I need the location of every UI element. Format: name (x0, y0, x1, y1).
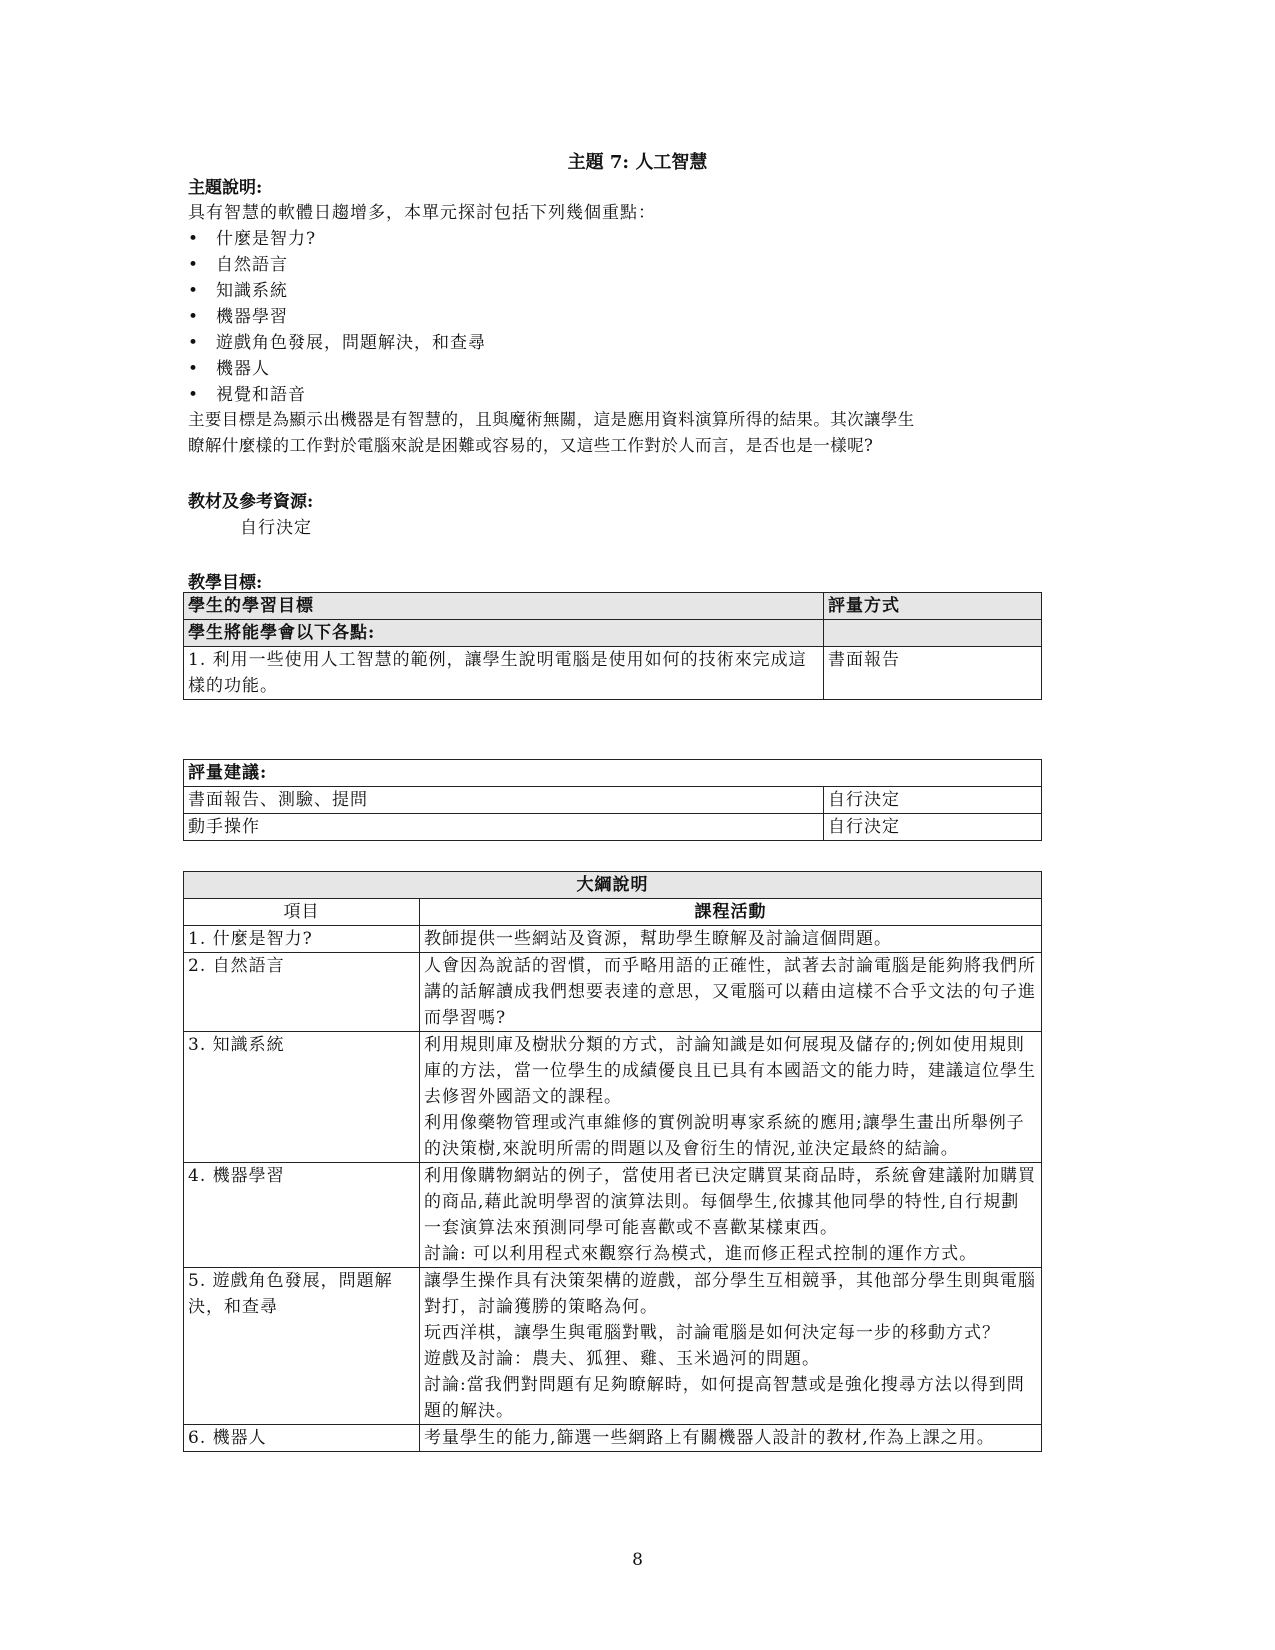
outline-activity (420, 1268, 1042, 1425)
description-intro: 具有智慧的軟體日趨增多，本單元探討包括下列幾個重點： (188, 203, 656, 223)
objectives-heading: 教學目標: (188, 573, 263, 593)
bullet-item: • 自然語言 (188, 255, 288, 275)
outline-activity (420, 1163, 1042, 1268)
activity-paragraph: 玩西洋棋，讓學生與電腦對戰，討論電腦是如何決定每一步的移動方式？ (424, 1323, 1000, 1343)
page-title: 主題 7: 人工智慧 (567, 152, 708, 173)
activity-paragraph: 討論: 可以利用程式來觀察行為模式，進而修正程式控制的運作方式。 (424, 1244, 978, 1264)
outline-activity: 考量學生的能力,篩選一些網路上有關機器人設計的教材,作為上課之用。 (420, 1425, 1042, 1452)
activity-paragraph: 利用像藥物管理或汽車維修的實例說明專家系統的應用;讓學生畫出所舉例子的決策樹,來說明所需的問題以及會衍生的情況,並決定最終的結論。 (424, 1113, 1025, 1159)
activity-paragraph: 遊戲及討論：農夫、狐狸、雞、玉米過河的問題。 (424, 1349, 820, 1369)
goal-line: 瞭解什麼樣的工作對於電腦來說是困難或容易的，又這些工作對於人而言，是否也是一樣呢? (188, 436, 874, 455)
outline-item: 4. 機器學習 (184, 1163, 420, 1268)
assessment-item: 書面報告、測驗、提問 (184, 787, 824, 814)
assessment-item: 動手操作 (184, 814, 824, 841)
outline-item: 5. 遊戲角色發展，問題解決，和查尋 (184, 1268, 420, 1425)
goal-line: 主要目標是為顯示出機器是有智慧的，且與魔術無關，這是應用資料演算所得的結果。其次讓學生 (188, 410, 915, 429)
bullet-item: • 知識系統 (188, 281, 288, 301)
outline-activity: 教師提供一些網站及資源，幫助學生瞭解及討論這個問題。 (420, 926, 1042, 953)
outline-item: 1. 什麼是智力? (184, 926, 420, 953)
assessment-heading: 評量建議: (184, 760, 1042, 787)
outline-item: 6. 機器人 (184, 1425, 420, 1452)
assessment-table (183, 759, 1042, 841)
outline-table (183, 871, 1042, 1452)
bullet-item: • 什麼是智力? (188, 229, 317, 249)
activity-paragraph: 討論:當我們對問題有足夠瞭解時，如何提高智慧或是強化搜尋方法以得到問題的解決。 (424, 1375, 1025, 1421)
bullet-item: • 視覺和語音 (188, 385, 306, 405)
bullet-item: • 機器學習 (188, 307, 288, 327)
outline-item: 2. 自然語言 (184, 953, 420, 1032)
objectives-subheader: 學生將能學會以下各點: (184, 620, 824, 647)
outline-activity (420, 1032, 1042, 1163)
assessment-value: 自行決定 (824, 787, 1042, 814)
description-heading: 主題說明: (188, 178, 263, 198)
materials-text: 自行決定 (240, 518, 312, 538)
bullet-item: • 機器人 (188, 359, 270, 379)
outline-item: 3. 知識系統 (184, 1032, 420, 1163)
activity-paragraph: 利用像購物網站的例子，當使用者已決定購買某商品時，系統會建議附加購買的商品,藉此說明學習的演算法則。每個學生,依據其他同學的特性,自行規劃一套演算法來預測同學可能喜歡或不喜歡某樣東西。 (424, 1166, 1036, 1238)
assessment-value: 自行決定 (824, 814, 1042, 841)
empty-cell (824, 620, 1042, 647)
bullet-item: • 遊戲角色發展，問題解決，和查尋 (188, 333, 486, 353)
objective-text: 1. 利用一些使用人工智慧的範例，讓學生說明電腦是使用如何的技術來完成這樣的功能。 (184, 647, 824, 700)
materials-heading: 教材及參考資源: (188, 492, 314, 512)
outline-col-header: 項目 (184, 899, 420, 926)
activity-paragraph: 讓學生操作具有決策架構的遊戲，部分學生互相競爭，其他部分學生則與電腦對打，討論獲勝的策略為何。 (424, 1271, 1036, 1317)
page-number: 8 (632, 1550, 643, 1570)
activity-paragraph: 利用規則庫及樹狀分類的方式，討論知識是如何展現及儲存的;例如使用規則庫的方法，當一位學生的成績優良且已具有本國語文的能力時，建議這位學生去修習外國語文的課程。 (424, 1035, 1036, 1107)
objective-method: 書面報告 (824, 647, 1042, 700)
objectives-col-header: 學生的學習目標 (184, 593, 824, 620)
objectives-table (183, 592, 1042, 700)
outline-col-header: 課程活動 (420, 899, 1042, 926)
outline-heading: 大綱說明 (184, 872, 1042, 899)
outline-activity: 人會因為說話的習慣，而乎略用語的正確性，試著去討論電腦是能夠將我們所講的話解讀成我們想要表達的意思，又電腦可以藉由這樣不合乎文法的句子進而學習嗎? (420, 953, 1042, 1032)
objectives-col-header: 評量方式 (824, 593, 1042, 620)
